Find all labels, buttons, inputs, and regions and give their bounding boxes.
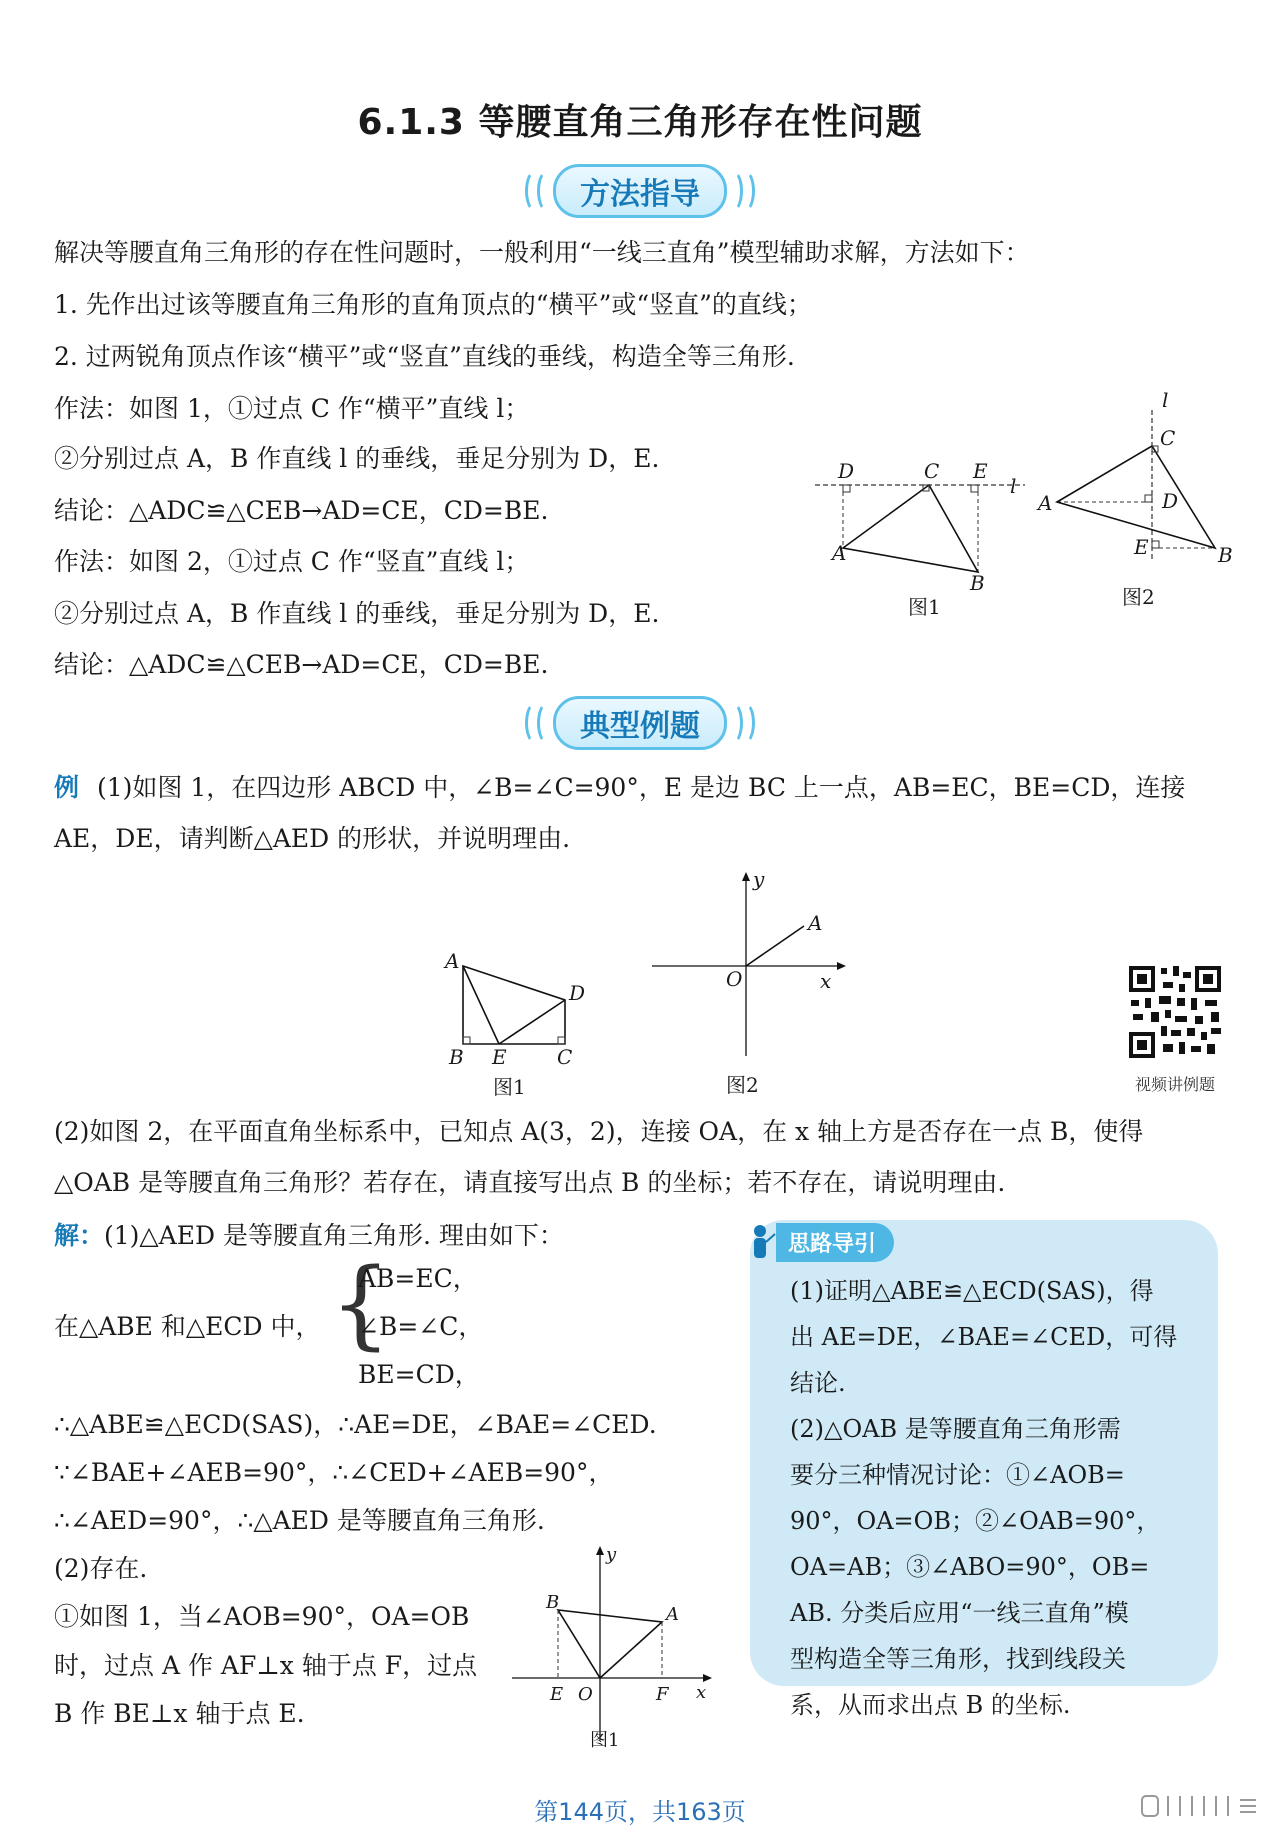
hint-header — [748, 1222, 894, 1262]
figure-caption: 图2 — [726, 1073, 759, 1097]
label-B: B — [449, 1045, 464, 1069]
condition-3: BE=CD， — [358, 1360, 480, 1389]
solution-in-triangles: 在△ABE 和△ECD 中， — [54, 1312, 321, 1341]
method-b-3: 结论：△ADC≌△CEB→AD=CE，CD=BE. — [54, 650, 549, 679]
label-A: A — [666, 1604, 679, 1625]
example-q2-line-2: △OAB 是等腰直角三角形？若存在，请直接写出点 B 的坐标；若不存在，请说明理由. — [54, 1168, 1006, 1197]
label-A: A — [832, 541, 847, 565]
label-O: O — [726, 967, 743, 991]
qr-code-icon[interactable] — [1125, 962, 1225, 1062]
hint-line: 系，从而求出点 B 的坐标. — [790, 1691, 1071, 1719]
label-y: y — [606, 1544, 617, 1565]
figure-caption: 图1 — [493, 1075, 526, 1099]
label-A: A — [1038, 491, 1053, 515]
section-banner-example — [0, 698, 1280, 748]
hint-line: 出 AE=DE，∠BAE=∠CED，可得 — [790, 1323, 1178, 1351]
example-line-1 — [54, 771, 1185, 805]
method-b-1: 作法：如图 2，①过点 C 作“竖直”直线 l； — [54, 547, 530, 576]
figure-caption: 图1 — [908, 595, 941, 619]
banner-label: 典型例题 — [553, 696, 727, 750]
method-a-1: 作法：如图 1，①过点 C 作“横平”直线 l； — [54, 394, 530, 423]
label-B: B — [1218, 543, 1233, 567]
label-E: E — [550, 1684, 564, 1705]
label-y: y — [753, 868, 765, 891]
label-O: O — [578, 1684, 593, 1705]
label-C: C — [557, 1045, 573, 1069]
teacher-icon — [748, 1222, 776, 1262]
hint-line: 结论. — [790, 1369, 846, 1397]
label-F: F — [656, 1684, 669, 1705]
section-banner-method — [0, 166, 1280, 216]
method-a-2: ②分别过点 A，B 作直线 l 的垂线，垂足分别为 D，E. — [54, 444, 660, 473]
hint-line: 要分三种情况讨论：①∠AOB= — [790, 1461, 1125, 1489]
hint-line: 型构造全等三角形，找到线段关 — [790, 1645, 1126, 1673]
hint-line: 90°，OA=OB；②∠OAB=90°， — [790, 1507, 1161, 1535]
solution-s6: ①如图 1，当∠AOB=90°，OA=OB — [54, 1602, 470, 1631]
label-x: x — [696, 1682, 707, 1703]
method-a-3: 结论：△ADC≌△CEB→AD=CE，CD=BE. — [54, 496, 549, 525]
example-line-2: AE，DE，请判断△AED 的形状，并说明理由. — [54, 824, 571, 853]
condition-2: ∠B=∠C， — [358, 1312, 484, 1341]
example-figure-1 — [435, 950, 595, 1100]
label-B: B — [970, 571, 985, 595]
page-scrollbar-icon — [1140, 1792, 1260, 1820]
solution-s5: (2)存在. — [54, 1554, 148, 1583]
page-title: 6.1.3 等腰直角三角形存在性问题 — [357, 102, 923, 143]
solution-line-1 — [54, 1219, 564, 1253]
hint-line: AB. 分类后应用“一线三直角”模 — [790, 1599, 1129, 1627]
label-D: D — [1162, 489, 1179, 513]
qr-caption: 视频讲例题 — [1134, 1075, 1215, 1094]
hint-label: 思路导引 — [776, 1223, 894, 1262]
solution-s2: ∴△ABE≌△ECD(SAS)，∴AE=DE，∠BAE=∠CED. — [54, 1410, 657, 1439]
solution-s1: (1)△AED 是等腰直角三角形. 理由如下： — [104, 1221, 564, 1250]
solution-s7: 时，过点 A 作 AF⊥x 轴于点 F，过点 — [54, 1651, 478, 1680]
brace: { — [330, 1248, 392, 1360]
banner-bracket-right-2 — [735, 170, 755, 212]
label-l: l — [1162, 390, 1169, 412]
label-l: l — [1010, 474, 1017, 498]
method-intro: 解决等腰直角三角形的存在性问题时，一般利用“一线三直角”模型辅助求解，方法如下： — [54, 238, 1030, 267]
label-D: D — [569, 981, 586, 1005]
label-E: E — [973, 459, 988, 483]
solution-s3: ∵∠BAE+∠AEB=90°，∴∠CED+∠AEB=90°， — [54, 1458, 614, 1487]
example-figure-2 — [650, 868, 850, 1100]
solution-s4: ∴∠AED=90°，∴△AED 是等腰直角三角形. — [54, 1506, 545, 1535]
condition-1: AB=EC， — [358, 1264, 478, 1293]
label-C: C — [924, 459, 940, 483]
method-step-2: 2. 过两锐角顶点作该“横平”或“竖直”直线的垂线，构造全等三角形. — [54, 342, 795, 371]
method-figure-2 — [1030, 390, 1235, 620]
label-A: A — [808, 911, 823, 935]
label-x: x — [820, 969, 832, 993]
hint-content — [790, 1268, 1177, 1728]
method-step-1: 1. 先作出过该等腰直角三角形的直角顶点的“横平”或“竖直”的直线； — [54, 290, 812, 319]
solution-s8: B 作 BE⊥x 轴于点 E. — [54, 1699, 305, 1728]
figure-caption: 图2 — [1122, 585, 1155, 609]
hint-line: (2)△OAB 是等腰直角三角形需 — [790, 1415, 1121, 1443]
label-E: E — [1134, 535, 1149, 559]
banner-label: 方法指导 — [553, 164, 727, 218]
solution-label: 解： — [54, 1221, 105, 1250]
label-B: B — [546, 1592, 560, 1613]
label-D: D — [838, 459, 855, 483]
hint-line: OA=AB；③∠ABO=90°，OB= — [790, 1553, 1150, 1581]
method-b-2: ②分别过点 A，B 作直线 l 的垂线，垂足分别为 D，E. — [54, 599, 660, 628]
page-footer: 第144页，共163页 — [534, 1798, 746, 1826]
example-q1-text: (1)如图 1，在四边形 ABCD 中，∠B=∠C=90°，E 是边 BC 上一点，AB=EC，BE=CD，连接 — [97, 773, 1186, 802]
method-figure-1 — [810, 450, 1030, 620]
hint-line: (1)证明△ABE≌△ECD(SAS)，得 — [790, 1277, 1154, 1305]
banner-bracket-right-2 — [735, 702, 755, 744]
figure-caption: 图1 — [590, 1730, 620, 1751]
example-tag: 例 — [54, 773, 80, 802]
solution-figure-1 — [510, 1540, 720, 1755]
label-E: E — [492, 1045, 507, 1069]
label-C: C — [1160, 426, 1176, 450]
example-q2-line-1: (2)如图 2，在平面直角坐标系中，已知点 A(3，2)，连接 OA，在 x 轴上方是否存在一点 B，使得 — [54, 1117, 1144, 1146]
label-A: A — [445, 950, 460, 973]
